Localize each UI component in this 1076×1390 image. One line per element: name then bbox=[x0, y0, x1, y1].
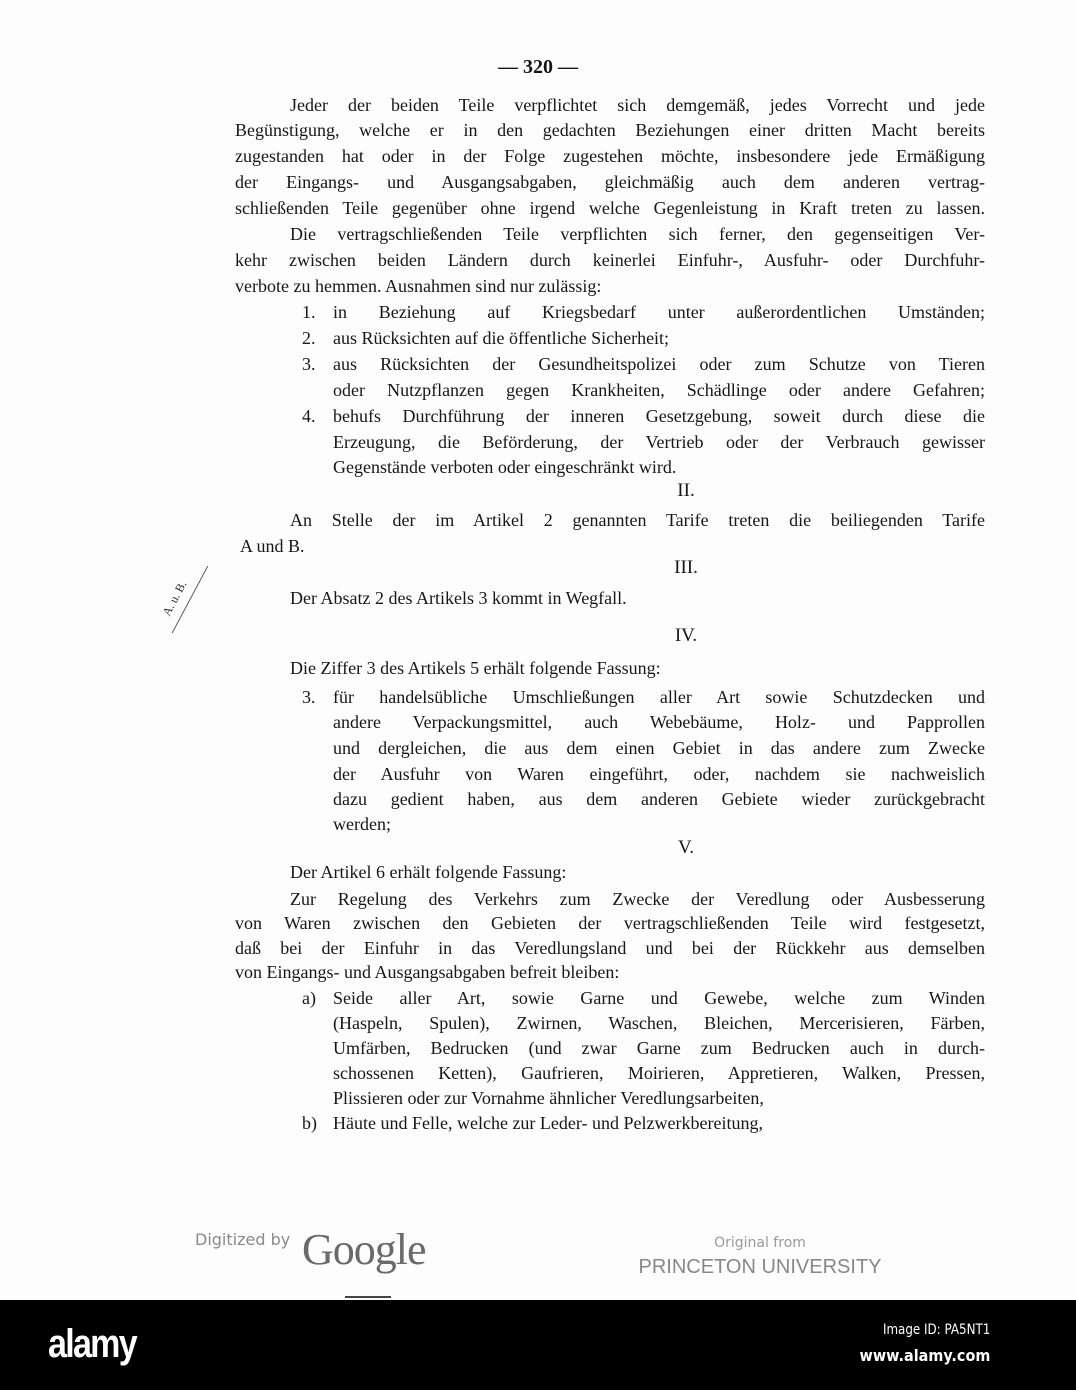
list-number: 3. bbox=[302, 354, 316, 374]
line-text: daß bei der Einfuhr in das Veredlungsland und bei der Rückkehr aus demselben bbox=[235, 938, 985, 958]
line-text: Gegenstände verboten oder eingeschränkt wird. bbox=[333, 457, 677, 477]
list-item-line bbox=[0, 299, 1076, 325]
list-item-line bbox=[0, 1110, 1076, 1136]
line-text: der Ausfuhr von Waren eingeführt, oder, nachdem sie nachweislich bbox=[333, 764, 985, 784]
line-text: schossenen Ketten), Gaufrieren, Moirieren, Appretieren, Walken, Pressen, bbox=[333, 1063, 985, 1083]
image-id: Image ID: PA5NT1 bbox=[882, 1322, 990, 1338]
line-text: schließenden Teile gegenüber ohne irgend welche Gegenleistung in Kraft treten zu lassen. bbox=[235, 198, 985, 218]
line-text: aus Rücksichten auf die öffentliche Sicherheit; bbox=[333, 328, 670, 348]
list-number: a) bbox=[302, 988, 316, 1008]
list-item-line bbox=[0, 735, 1076, 761]
paragraph-line bbox=[0, 92, 1076, 118]
paragraph-line bbox=[0, 143, 1076, 169]
scan-mark bbox=[345, 1296, 391, 1298]
google-logo: Google bbox=[302, 1225, 426, 1274]
list-item-line bbox=[0, 811, 1076, 837]
paragraph-line bbox=[0, 959, 1076, 985]
list-item-line bbox=[0, 1035, 1076, 1061]
paragraph-line bbox=[0, 935, 1076, 961]
line-text: (Haspeln, Spulen), Zwirnen, Waschen, Bleichen, Mercerisieren, Färben, bbox=[333, 1013, 985, 1033]
line-text: zugestanden hat oder in der Folge zugestehen möchte, insbesondere jede Ermäßigung bbox=[235, 146, 985, 166]
paragraph-line bbox=[0, 910, 1076, 936]
line-text: Zur Regelung des Verkehrs zum Zwecke der Veredlung oder Ausbesserung bbox=[290, 889, 985, 909]
margin-note bbox=[150, 565, 230, 635]
list-number: 1. bbox=[302, 302, 316, 322]
line-text: Der Absatz 2 des Artikels 3 kommt in Wegfall. bbox=[290, 588, 627, 608]
list-item-line bbox=[0, 377, 1076, 403]
line-text: aus Rücksichten der Gesundheitspolizei oder zum Schutze von Tieren bbox=[333, 354, 985, 374]
paragraph-line bbox=[0, 273, 1076, 299]
list-item-line bbox=[0, 709, 1076, 735]
section-heading: V. bbox=[677, 837, 695, 858]
list-number: 2. bbox=[302, 328, 316, 348]
line-text: andere Verpackungsmittel, auch Webebäume, Holz- und Papprollen bbox=[333, 712, 985, 732]
paragraph-line bbox=[0, 169, 1076, 195]
line-text: behufs Durchführung der inneren Gesetzgebung, soweit durch diese die bbox=[333, 406, 985, 426]
line-text: werden; bbox=[333, 814, 391, 834]
paragraph-line bbox=[0, 507, 1076, 533]
section-heading: III. bbox=[674, 557, 698, 578]
section-heading: II. bbox=[677, 480, 695, 501]
page-number: — 320 — bbox=[498, 56, 578, 78]
list-item-line bbox=[0, 761, 1076, 787]
line-text: Der Artikel 6 erhält folgende Fassung: bbox=[290, 862, 567, 882]
paragraph-line bbox=[0, 859, 1076, 885]
line-text: oder Nutzpflanzen gegen Krankheiten, Schädlinge oder andere Gefahren; bbox=[333, 380, 985, 400]
list-item-line bbox=[0, 1085, 1076, 1111]
paragraph-line bbox=[0, 886, 1076, 912]
list-item-line bbox=[0, 1060, 1076, 1086]
list-item-line bbox=[0, 1010, 1076, 1036]
section-heading: IV. bbox=[674, 625, 698, 646]
line-text: Die vertragschließenden Teile verpflichten sich ferner, den gegenseitigen Ver- bbox=[290, 224, 985, 244]
line-text: von Eingangs- und Ausgangsabgaben befreit bleiben: bbox=[235, 962, 620, 982]
institution-label: PRINCETON UNIVERSITY bbox=[638, 1256, 882, 1278]
line-text: in Beziehung auf Kriegsbedarf unter außerordentlichen Umständen; bbox=[333, 302, 985, 322]
watermark-band bbox=[0, 1300, 1076, 1390]
line-text: kehr zwischen beiden Ländern durch keinerlei Einfuhr-, Ausfuhr- oder Durchfuhr- bbox=[235, 250, 985, 270]
list-item-line bbox=[0, 429, 1076, 455]
alamy-logo: alamy bbox=[48, 1322, 136, 1366]
list-item-line bbox=[0, 351, 1076, 377]
line-text: dazu gedient haben, aus dem anderen Gebiete wieder zurückgebracht bbox=[333, 789, 985, 809]
site-url[interactable]: www.alamy.com bbox=[859, 1346, 990, 1365]
paragraph-line bbox=[0, 655, 1076, 681]
list-item-line bbox=[0, 403, 1076, 429]
original-from-label: Original from bbox=[714, 1235, 806, 1251]
line-text: An Stelle der im Artikel 2 genannten Tarife treten die beiliegenden Tarife bbox=[290, 510, 985, 530]
line-text: A und B. bbox=[240, 536, 305, 556]
list-item-line bbox=[0, 454, 1076, 480]
line-text: Häute und Felle, welche zur Leder- und Pelzwerkbereitung, bbox=[333, 1113, 763, 1133]
line-text: Jeder der beiden Teile verpflichtet sich demgemäß, jedes Vorrecht und jede bbox=[290, 95, 985, 115]
line-text: der Eingangs- und Ausgangsabgaben, gleichmäßig auch dem anderen vertrag- bbox=[235, 172, 985, 192]
list-item-line bbox=[0, 786, 1076, 812]
list-item-line bbox=[0, 684, 1076, 710]
line-text: Umfärben, Bedrucken (und zwar Garne zum Bedrucken auch in durch- bbox=[333, 1038, 985, 1058]
list-item-line bbox=[0, 985, 1076, 1011]
list-number: b) bbox=[302, 1113, 317, 1133]
list-number: 3. bbox=[302, 687, 316, 707]
line-text: Die Ziffer 3 des Artikels 5 erhält folgende Fassung: bbox=[290, 658, 661, 678]
digitized-by-label: Digitized by bbox=[195, 1230, 291, 1249]
list-number: 4. bbox=[302, 406, 316, 426]
paragraph-line bbox=[0, 117, 1076, 143]
line-text: für handelsübliche Umschließungen aller Art sowie Schutzdecken und bbox=[333, 687, 985, 707]
margin-note-text: A. u. B. bbox=[159, 578, 190, 619]
line-text: von Waren zwischen den Gebieten der vertragschließenden Teile wird festgesetzt, bbox=[235, 913, 985, 933]
line-text: Begünstigung, welche er in den gedachten Beziehungen einer dritten Macht bereits bbox=[235, 120, 985, 140]
list-item-line bbox=[0, 325, 1076, 351]
line-text: und dergleichen, die aus dem einen Gebiet in das andere zum Zwecke bbox=[333, 738, 985, 758]
line-text: Plissieren oder zur Vornahme ähnlicher Veredlungsarbeiten, bbox=[333, 1088, 764, 1108]
paragraph-line bbox=[0, 221, 1076, 247]
line-text: Seide aller Art, sowie Garne und Gewebe, welche zum Winden bbox=[333, 988, 985, 1008]
paragraph-line bbox=[0, 195, 1076, 221]
line-text: Erzeugung, die Beförderung, der Vertrieb oder der Verbrauch gewisser bbox=[333, 432, 985, 452]
line-text: verbote zu hemmen. Ausnahmen sind nur zulässig: bbox=[235, 276, 602, 296]
paragraph-line bbox=[0, 247, 1076, 273]
